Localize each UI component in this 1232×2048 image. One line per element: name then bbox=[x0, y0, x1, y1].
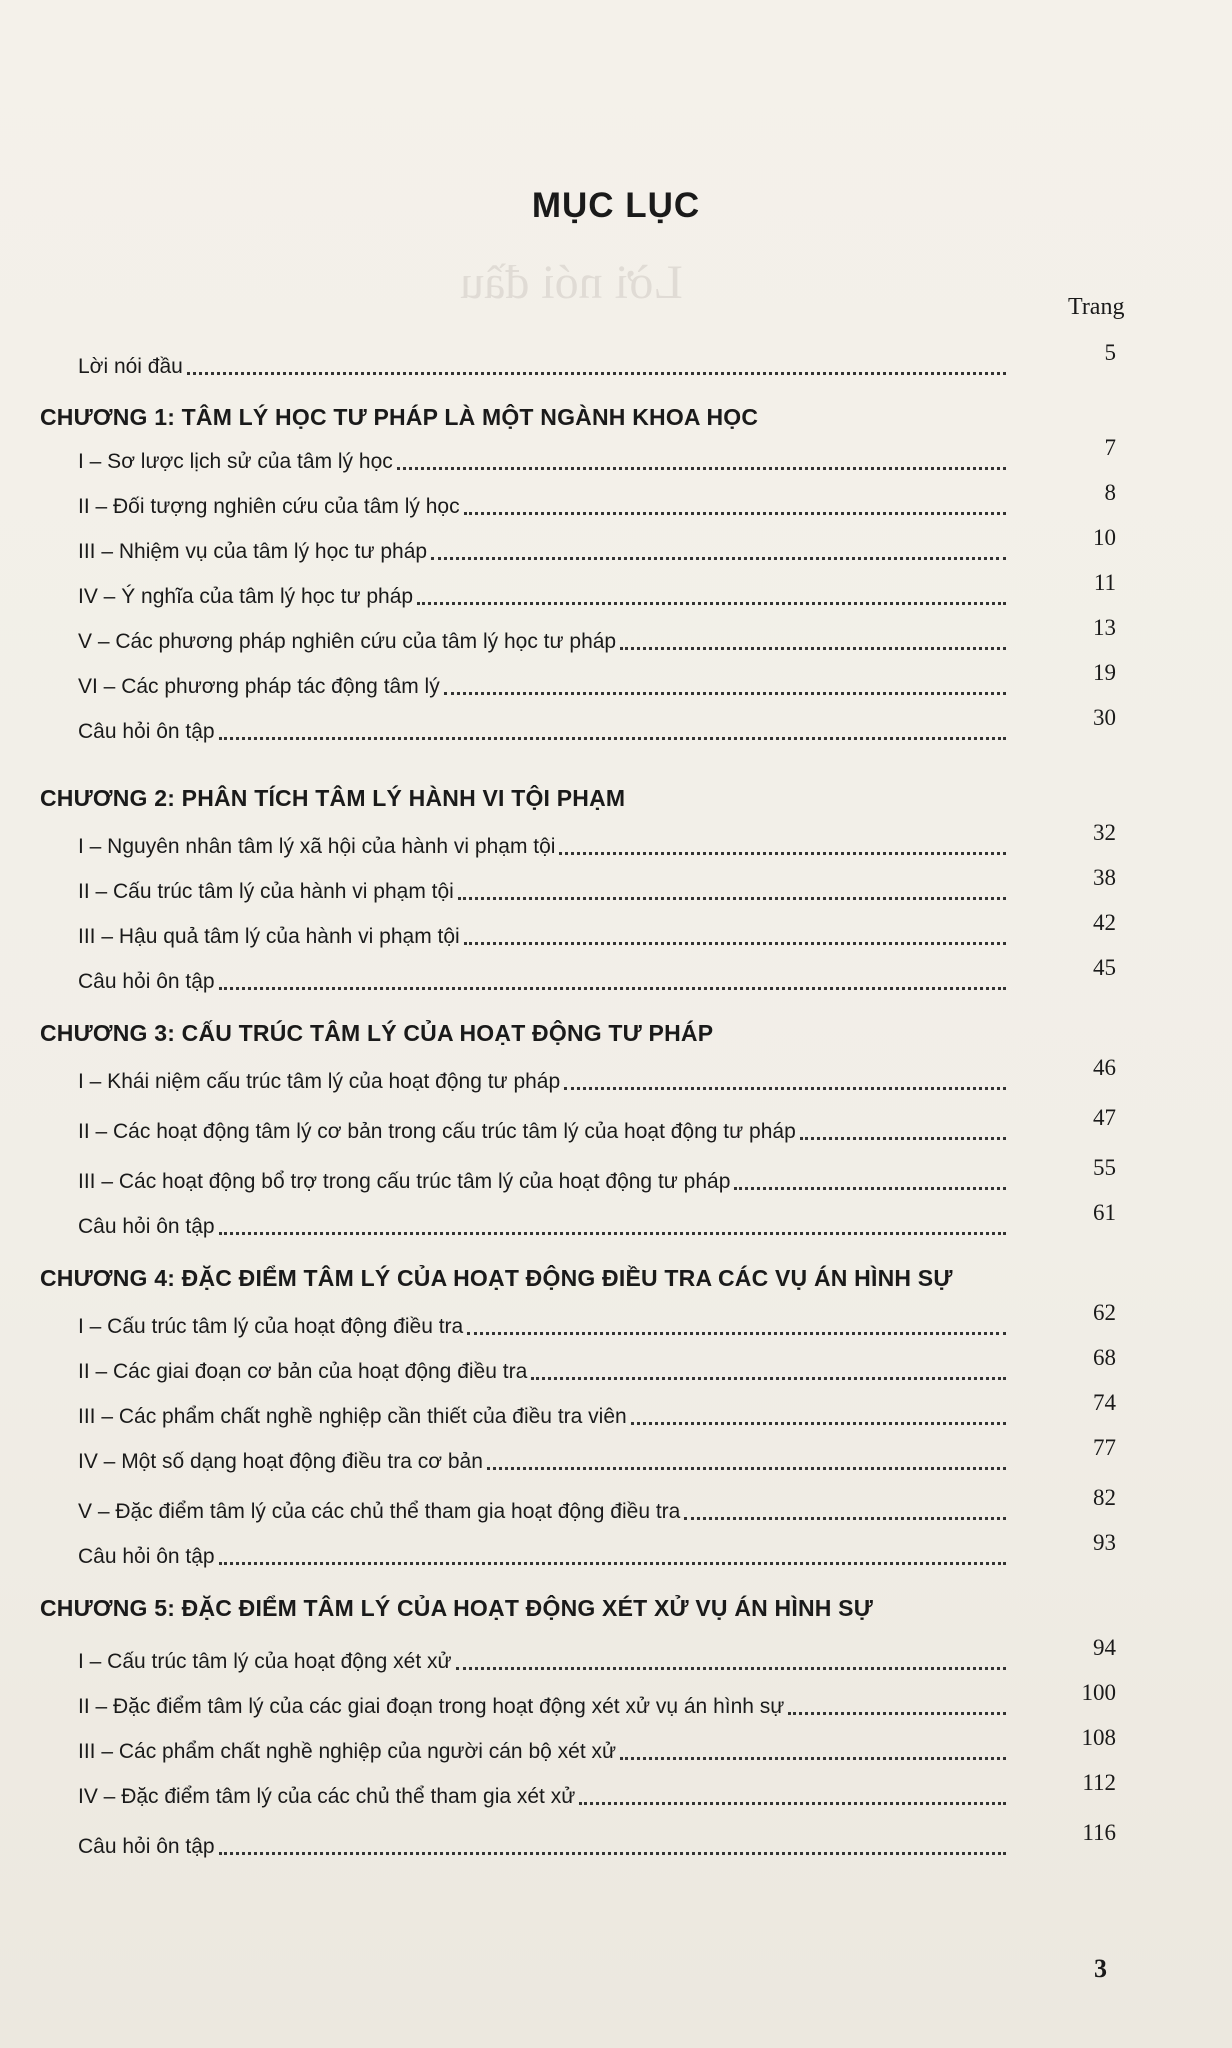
toc-entry-label: IV – Ý nghĩa của tâm lý học tư pháp bbox=[78, 585, 414, 608]
toc-entry[interactable] bbox=[78, 1312, 1010, 1342]
toc-entry-label: I – Khái niệm cấu trúc tâm lý của hoạt động tư pháp bbox=[78, 1070, 561, 1093]
toc-page-number: 108 bbox=[1081, 1725, 1116, 1750]
toc-entry[interactable] bbox=[78, 1447, 1010, 1477]
toc-page-number: 68 bbox=[1093, 1345, 1116, 1370]
toc-entry[interactable] bbox=[78, 1497, 1010, 1527]
toc-entry[interactable] bbox=[78, 1357, 1010, 1387]
toc-entry[interactable] bbox=[78, 537, 1010, 567]
dot-leader bbox=[464, 942, 1006, 945]
dot-leader bbox=[579, 1802, 1006, 1805]
toc-entry-label: I – Cấu trúc tâm lý của hoạt động xét xử bbox=[78, 1650, 452, 1673]
toc-entry[interactable] bbox=[78, 877, 1010, 907]
toc-entry-label: IV – Đặc điểm tâm lý của các chủ thể tham gia xét xử bbox=[78, 1785, 576, 1808]
dot-leader bbox=[684, 1517, 1006, 1520]
toc-page-number: 45 bbox=[1093, 955, 1116, 980]
toc-entry[interactable] bbox=[78, 1832, 1010, 1862]
dot-leader bbox=[219, 987, 1006, 990]
dot-leader bbox=[456, 1667, 1006, 1670]
toc-page-number: 42 bbox=[1093, 910, 1116, 935]
toc-page-number: 13 bbox=[1093, 615, 1116, 640]
toc-page-number: 93 bbox=[1093, 1530, 1116, 1555]
toc-page-number: 46 bbox=[1093, 1055, 1116, 1080]
dot-leader bbox=[631, 1422, 1006, 1425]
toc-entry-label: III – Nhiệm vụ của tâm lý học tư pháp bbox=[78, 540, 428, 563]
toc-entry-label: I – Cấu trúc tâm lý của hoạt động điều tra bbox=[78, 1315, 464, 1338]
toc-page-number: 100 bbox=[1081, 1680, 1116, 1705]
toc-entry-label: I – Sơ lược lịch sử của tâm lý học bbox=[78, 450, 393, 473]
toc-entry[interactable] bbox=[78, 627, 1010, 657]
toc-entry[interactable] bbox=[78, 352, 1010, 382]
toc-entry-label: Câu hỏi ôn tập bbox=[78, 970, 215, 993]
page-title: MỤC LỤC bbox=[531, 186, 701, 225]
dot-leader bbox=[487, 1467, 1006, 1470]
toc-page-number: 8 bbox=[1104, 480, 1116, 505]
dot-leader bbox=[219, 1562, 1006, 1565]
toc-entry[interactable] bbox=[78, 1117, 1010, 1147]
toc-page-number: 7 bbox=[1104, 435, 1116, 460]
toc-page-number: 112 bbox=[1082, 1770, 1116, 1795]
toc-entry[interactable] bbox=[78, 1212, 1010, 1242]
toc-entry-label: III – Các phẩm chất nghề nghiệp của người cán bộ xét xử bbox=[78, 1740, 617, 1763]
toc-entry-label: V – Đặc điểm tâm lý của các chủ thể tham gia hoạt động điều tra bbox=[78, 1500, 681, 1523]
toc-entry-label: IV – Một số dạng hoạt động điều tra cơ bản bbox=[78, 1450, 483, 1473]
toc-page-number: 77 bbox=[1093, 1435, 1116, 1460]
toc-page-number: 11 bbox=[1093, 570, 1116, 595]
toc-entry-label: I – Nguyên nhân tâm lý xã hội của hành vi phạm tội bbox=[78, 835, 556, 858]
dot-leader bbox=[467, 1332, 1006, 1335]
dot-leader bbox=[564, 1087, 1006, 1090]
toc-entry[interactable] bbox=[78, 1542, 1010, 1572]
chapter-heading[interactable]: CHƯƠNG 1: TÂM LÝ HỌC TƯ PHÁP LÀ MỘT NGÀNH KHOA HỌC bbox=[40, 404, 759, 430]
toc-entry[interactable] bbox=[78, 1737, 1010, 1767]
toc-entry-label: III – Các phẩm chất nghề nghiệp cần thiết của điều tra viên bbox=[78, 1405, 627, 1428]
toc-entry[interactable] bbox=[78, 1692, 1010, 1722]
toc-page-number: 74 bbox=[1093, 1390, 1116, 1415]
dot-leader bbox=[464, 512, 1006, 515]
toc-entry-label: V – Các phương pháp nghiên cứu của tâm lý học tư pháp bbox=[78, 630, 617, 653]
dot-leader bbox=[531, 1377, 1006, 1380]
dot-leader bbox=[620, 647, 1006, 650]
toc-entry-label: Câu hỏi ôn tập bbox=[78, 720, 215, 743]
toc-page-number: 38 bbox=[1093, 865, 1116, 890]
toc-entry-label: II – Các giai đoạn cơ bản của hoạt động điều tra bbox=[78, 1360, 528, 1383]
dot-leader bbox=[458, 897, 1006, 900]
toc-entry-label: III – Các hoạt động bổ trợ trong cấu trúc tâm lý của hoạt động tư pháp bbox=[78, 1170, 731, 1193]
toc-entry-label: II – Đối tượng nghiên cứu của tâm lý học bbox=[78, 495, 460, 518]
toc-page-number: 10 bbox=[1093, 525, 1116, 550]
dot-leader bbox=[219, 1852, 1006, 1855]
toc-page-number: 61 bbox=[1093, 1200, 1116, 1225]
dot-leader bbox=[417, 602, 1006, 605]
toc-page-number: 62 bbox=[1093, 1300, 1116, 1325]
toc-entry[interactable] bbox=[78, 582, 1010, 612]
dot-leader bbox=[734, 1187, 1006, 1190]
bleed-through-ghost: Lời nói đầu bbox=[460, 256, 683, 309]
toc-entry-label: Câu hỏi ôn tập bbox=[78, 1545, 215, 1568]
dot-leader bbox=[187, 372, 1006, 375]
toc-page-number: 32 bbox=[1093, 820, 1116, 845]
dot-leader bbox=[800, 1137, 1006, 1140]
dot-leader bbox=[559, 852, 1006, 855]
toc-page-number: 116 bbox=[1082, 1820, 1116, 1845]
page-number: 3 bbox=[1094, 1954, 1107, 1983]
toc-entry[interactable] bbox=[78, 492, 1010, 522]
dot-leader bbox=[219, 1232, 1006, 1235]
toc-entry-label: Lời nói đầu bbox=[78, 355, 183, 378]
toc-entry[interactable] bbox=[78, 967, 1010, 997]
toc-entry[interactable] bbox=[78, 922, 1010, 952]
toc-entry-label: Câu hỏi ôn tập bbox=[78, 1215, 215, 1238]
toc-page-number: 5 bbox=[1104, 340, 1116, 365]
toc-entry[interactable] bbox=[78, 717, 1010, 747]
toc-entry[interactable] bbox=[78, 1067, 1010, 1097]
page-column-header: Trang bbox=[1068, 294, 1125, 320]
toc-entry[interactable] bbox=[78, 832, 1010, 862]
chapter-heading[interactable]: CHƯƠNG 3: CẤU TRÚC TÂM LÝ CỦA HOẠT ĐỘNG TƯ PHÁP bbox=[40, 1020, 714, 1046]
dot-leader bbox=[431, 557, 1006, 560]
dot-leader bbox=[219, 737, 1006, 740]
toc-entry[interactable] bbox=[78, 672, 1010, 702]
dot-leader bbox=[788, 1712, 1006, 1715]
toc-page-number: 30 bbox=[1093, 705, 1116, 730]
dot-leader bbox=[444, 692, 1006, 695]
toc-entry-label: II – Đặc điểm tâm lý của các giai đoạn trong hoạt động xét xử vụ án hình sự bbox=[78, 1695, 785, 1718]
toc-entry-label: II – Cấu trúc tâm lý của hành vi phạm tội bbox=[78, 880, 454, 903]
toc-entry[interactable] bbox=[78, 1402, 1010, 1432]
toc-page-number: 47 bbox=[1093, 1105, 1116, 1130]
toc-entry-label: III – Hậu quả tâm lý của hành vi phạm tội bbox=[78, 925, 460, 948]
toc-entry-label: VI – Các phương pháp tác động tâm lý bbox=[78, 675, 440, 698]
toc-page-number: 55 bbox=[1093, 1155, 1116, 1180]
dot-leader bbox=[397, 467, 1006, 470]
toc-page-number: 82 bbox=[1093, 1485, 1116, 1510]
toc-entry[interactable] bbox=[78, 447, 1010, 477]
toc-page-number: 19 bbox=[1093, 660, 1116, 685]
toc-entry[interactable] bbox=[78, 1782, 1010, 1812]
dot-leader bbox=[620, 1757, 1006, 1760]
chapter-heading[interactable]: CHƯƠNG 2: PHÂN TÍCH TÂM LÝ HÀNH VI TỘI PHẠM bbox=[40, 785, 626, 811]
chapter-heading[interactable]: CHƯƠNG 4: ĐẶC ĐIỂM TÂM LÝ CỦA HOẠT ĐỘNG ĐIỀU TRA CÁC VỤ ÁN HÌNH SỰ bbox=[40, 1265, 953, 1291]
toc-entry[interactable] bbox=[78, 1647, 1010, 1677]
toc-entry[interactable] bbox=[78, 1167, 1010, 1197]
toc-entry-label: II – Các hoạt động tâm lý cơ bản trong cấu trúc tâm lý của hoạt động tư pháp bbox=[78, 1120, 796, 1143]
toc-entry-label: Câu hỏi ôn tập bbox=[78, 1835, 215, 1858]
toc-page-number: 94 bbox=[1093, 1635, 1116, 1660]
chapter-heading[interactable]: CHƯƠNG 5: ĐẶC ĐIỂM TÂM LÝ CỦA HOẠT ĐỘNG XÉT XỬ VỤ ÁN HÌNH SỰ bbox=[40, 1595, 873, 1621]
